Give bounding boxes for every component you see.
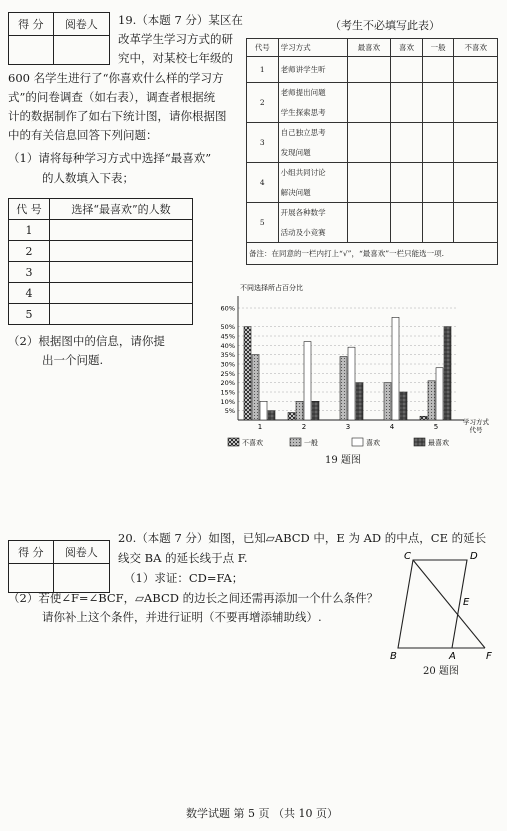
score-box-q20 — [8, 540, 110, 593]
survey-check-cell[interactable] — [347, 57, 391, 83]
q20-line-1: 20.（本题 7 分）如图，已知▱ABCD 中，E 为 AD 的中点，CE 的延长 — [118, 531, 487, 545]
x-tick-label: 3 — [345, 423, 351, 431]
x-tick-label: 4 — [389, 423, 395, 431]
q19-line-5: 式”的问卷调查（如右表），调查者根据统 — [8, 90, 216, 104]
figure-caption-19: 19 题图 — [325, 455, 361, 466]
bar — [436, 368, 443, 420]
bar — [244, 327, 251, 420]
fill-answer-cell[interactable] — [50, 262, 193, 283]
bar — [444, 327, 451, 420]
survey-check-cell[interactable] — [391, 203, 423, 243]
bar — [252, 355, 259, 420]
bar — [304, 342, 311, 420]
fill-answer-cell[interactable] — [50, 304, 193, 325]
x-tick-label: 1 — [257, 423, 263, 431]
bar — [356, 383, 363, 420]
y-tick-label: 25% — [220, 369, 235, 378]
survey-method: 开展各种数学 活动及小竞赛 — [278, 203, 347, 243]
survey-check-cell[interactable] — [454, 163, 498, 203]
q19-line-2: 改革学生学习方式的研 — [118, 32, 233, 46]
score-cell[interactable] — [9, 36, 54, 65]
q19-line-1: 19.（本题 7 分）某区在 — [118, 13, 243, 27]
y-tick-label: 15% — [220, 388, 235, 397]
label-a: A — [449, 651, 456, 662]
q20-line-2: 线交 BA 的延长线于点 F. — [118, 551, 248, 565]
survey-method: 自己独立思考 发现问题 — [278, 123, 347, 163]
survey-code: 2 — [247, 83, 279, 123]
survey-code: 3 — [247, 123, 279, 163]
bar — [420, 416, 427, 420]
score-cell[interactable] — [9, 564, 54, 593]
y-tick-label: 50% — [220, 323, 235, 332]
y-tick-label: 30% — [220, 360, 235, 369]
fill-header-code: 代 号 — [9, 199, 50, 220]
legend-swatch — [290, 438, 301, 446]
bar — [340, 357, 347, 420]
y-tick-label: 20% — [220, 379, 235, 388]
survey-check-cell[interactable] — [454, 123, 498, 163]
bar — [296, 401, 303, 420]
fill-code: 5 — [9, 304, 50, 325]
label-d: D — [470, 551, 478, 562]
q20-line-4: （2）若使∠F=∠BCF，▱ABCD 的边长之间还需再添加一个什么条件？ — [8, 591, 379, 605]
survey-caption: （考生不必填写此表） — [330, 19, 440, 32]
survey-header-dislike: 不喜欢 — [454, 39, 498, 57]
survey-check-cell[interactable] — [347, 123, 391, 163]
fill-answer-cell[interactable] — [50, 220, 193, 241]
survey-note: 备注：在同意的一栏内打上“√”，“最喜欢”一栏只能选一项. — [247, 243, 498, 265]
bar — [312, 401, 319, 420]
y-tick-label: 35% — [220, 351, 235, 360]
survey-check-cell[interactable] — [422, 203, 454, 243]
parallelogram-figure — [385, 548, 500, 668]
survey-check-cell[interactable] — [422, 83, 454, 123]
q20-line-5: 请你补上这个条件，并进行证明（不要再增添辅助线）. — [42, 610, 322, 624]
survey-check-cell[interactable] — [454, 83, 498, 123]
bar — [288, 413, 295, 420]
fill-code: 4 — [9, 283, 50, 304]
survey-method: 老师讲学生听 — [278, 57, 347, 83]
grader-label: 阅卷人 — [53, 13, 109, 36]
legend-label: 一般 — [304, 439, 318, 447]
bar — [428, 381, 435, 420]
survey-check-cell[interactable] — [422, 123, 454, 163]
x-tick-label: 2 — [301, 423, 307, 431]
bar-chart — [200, 280, 500, 455]
legend-swatch — [352, 438, 363, 446]
q19-part2-line-2: 出一个问题. — [42, 353, 104, 367]
survey-check-cell[interactable] — [347, 83, 391, 123]
label-c: C — [404, 551, 411, 562]
survey-check-cell[interactable] — [391, 57, 423, 83]
x-axis-label: 代号 — [469, 426, 483, 434]
survey-check-cell[interactable] — [454, 57, 498, 83]
fill-code: 3 — [9, 262, 50, 283]
survey-check-cell[interactable] — [454, 203, 498, 243]
fill-answer-cell[interactable] — [50, 241, 193, 262]
legend-swatch — [228, 438, 239, 446]
fill-header-count: 选择“最喜欢”的人数 — [50, 199, 193, 220]
survey-header-favorite: 最喜欢 — [347, 39, 391, 57]
survey-check-cell[interactable] — [391, 83, 423, 123]
score-box-q19 — [8, 12, 110, 65]
grader-cell[interactable] — [53, 564, 109, 593]
survey-check-cell[interactable] — [391, 123, 423, 163]
bar — [260, 401, 267, 420]
survey-header-neutral: 一般 — [422, 39, 454, 57]
survey-check-cell[interactable] — [391, 163, 423, 203]
page-footer: 数学试题 第 5 页 （共 10 页） — [186, 807, 338, 820]
fill-answer-cell[interactable] — [50, 283, 193, 304]
label-b: B — [390, 651, 397, 662]
q20-line-3: （1）求证：CD=FA； — [124, 571, 244, 585]
bar — [268, 411, 275, 420]
label-e: E — [463, 597, 470, 608]
survey-check-cell[interactable] — [347, 163, 391, 203]
bar — [392, 317, 399, 420]
line-cf — [413, 560, 485, 648]
figure-caption-20: 20 题图 — [423, 666, 459, 677]
x-tick-label: 5 — [433, 423, 439, 431]
score-label: 得 分 — [9, 541, 54, 564]
label-f: F — [486, 651, 492, 662]
q19-line-6: 计的数据制作了如右下统计图，请你根据图 — [8, 109, 227, 123]
y-tick-label: 60% — [220, 304, 235, 313]
fill-code: 2 — [9, 241, 50, 262]
score-label: 得 分 — [9, 13, 54, 36]
grader-label: 阅卷人 — [53, 541, 109, 564]
legend-label: 喜欢 — [366, 439, 380, 447]
x-axis-label: 学习方式 — [463, 418, 489, 426]
y-tick-label: 45% — [220, 332, 235, 341]
y-tick-label: 10% — [220, 397, 235, 406]
parallelogram-abcd — [398, 560, 467, 648]
survey-method: 小组共同讨论 解决问题 — [278, 163, 347, 203]
survey-method: 老师提出问题 学生探索思考 — [278, 83, 347, 123]
q19-part1-line-1: （1）请将每种学习方式中选择“最喜欢” — [8, 151, 212, 165]
q19-part1-line-2: 的人数填入下表； — [42, 171, 134, 185]
q19-line-3: 究中，对某校七年级的 — [118, 51, 233, 65]
fill-code: 1 — [9, 220, 50, 241]
q19-line-4: 600 名学生进行了“你喜欢什么样的学习方 — [8, 71, 224, 85]
grader-cell[interactable] — [53, 36, 109, 65]
survey-code: 5 — [247, 203, 279, 243]
bar — [400, 392, 407, 420]
bar — [348, 347, 355, 420]
y-tick-label: 40% — [220, 341, 235, 350]
survey-code: 4 — [247, 163, 279, 203]
survey-code: 1 — [247, 57, 279, 83]
survey-table — [246, 38, 498, 265]
q19-line-7: 中的有关信息回答下列问题： — [8, 128, 158, 142]
fill-table — [8, 198, 193, 325]
survey-header-method: 学习方式 — [278, 39, 347, 57]
chart-title: 不同选择所占百分比 — [240, 284, 303, 292]
bar — [384, 383, 391, 420]
legend-swatch — [414, 438, 425, 446]
survey-check-cell[interactable] — [422, 57, 454, 83]
survey-check-cell[interactable] — [347, 203, 391, 243]
q19-part2-line-1: （2）根据图中的信息，请你提 — [8, 334, 165, 348]
legend-label: 不喜欢 — [242, 439, 263, 447]
survey-check-cell[interactable] — [422, 163, 454, 203]
y-tick-label: 5% — [224, 407, 235, 416]
survey-header-code: 代号 — [247, 39, 279, 57]
legend-label: 最喜欢 — [428, 439, 449, 447]
survey-header-like: 喜欢 — [391, 39, 423, 57]
